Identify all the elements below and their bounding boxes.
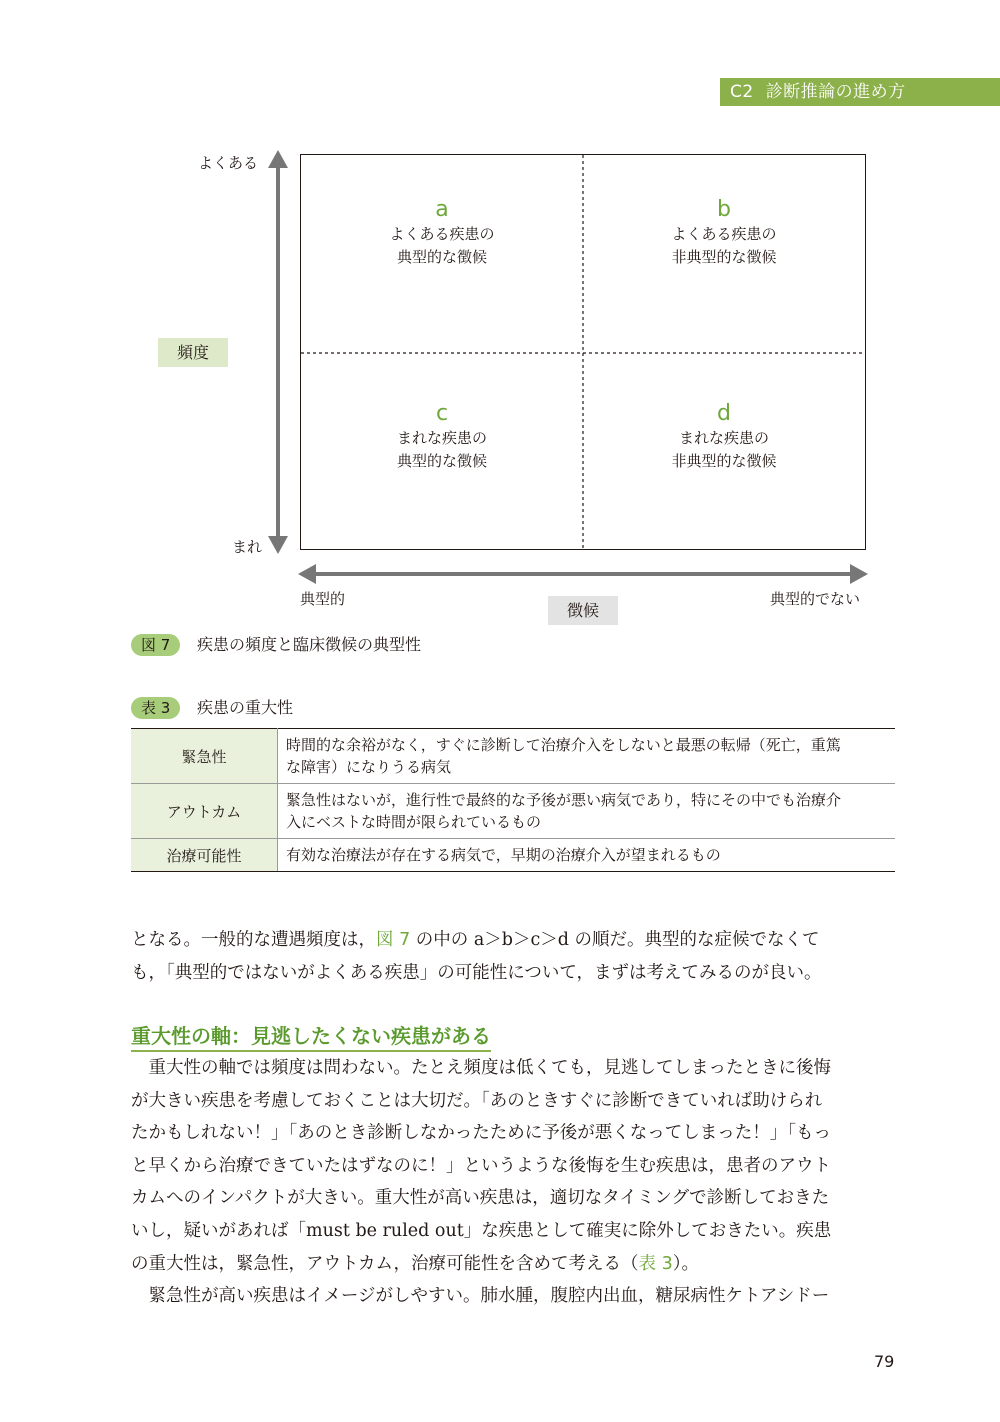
desc-line: 有効な治療法が存在する病気で，早期の治療介入が望まれるもの (286, 846, 721, 864)
para-line (131, 1280, 895, 1313)
para-line: いし，疑いがあれば「must be ruled out」な疾患として確実に除外しておきたい。疾患 (131, 1220, 832, 1241)
table-row-desc (278, 729, 896, 784)
quadrant-line: 非典型的な徴候 (671, 248, 777, 266)
page-number: 79 (874, 1352, 895, 1371)
x-axis-label: 徴候 (548, 596, 618, 625)
x-axis-right-label: 典型的でない (770, 590, 861, 608)
severity-table (131, 728, 895, 872)
y-axis-top-label: よくある (198, 154, 259, 172)
para-line: カムへのインパクトが大きい。重大性が高い疾患は，適切なタイミングで診断しておきた (131, 1188, 830, 1209)
quadrant-line: 非典型的な徴候 (671, 452, 777, 470)
figure-caption-tag: 図 7 (131, 634, 180, 656)
quadrant-line: まれな疾患の (396, 429, 487, 447)
quadrant-line: よくある疾患の (389, 225, 495, 243)
quadrant-d (583, 401, 865, 473)
running-header (720, 78, 1000, 106)
para-line (131, 1248, 895, 1281)
paragraph-frequency (131, 924, 895, 989)
table-row-head: 緊急性 (131, 729, 278, 784)
para-line: たかもしれない！」「あのとき診断しなかったために予後が悪くなってしまった！」「もっ (131, 1123, 831, 1144)
para-line (131, 1052, 895, 1085)
para-text: ）。 (672, 1253, 699, 1274)
table-caption-tag: 表 3 (131, 697, 180, 719)
section-heading: 重大性の軸：見逃したくない疾患がある (131, 1020, 491, 1052)
y-axis-arrow (266, 150, 290, 554)
quadrant-letter: a (435, 197, 449, 222)
para-line: も，「典型的ではないがよくある疾患」の可能性について，まずは考えてみるのが良い。 (131, 962, 822, 983)
quadrant-line: よくある疾患の (671, 225, 777, 243)
desc-line: な障害）になりうる病気 (286, 758, 452, 776)
quadrant-letter: c (435, 401, 449, 426)
quadrant-chart (300, 154, 866, 550)
para-text: となる。一般的な遭遇頻度は， (131, 930, 376, 950)
quadrant-letter: d (717, 401, 731, 426)
x-axis-arrow (298, 562, 868, 586)
para-line (131, 924, 895, 957)
para-text: 緊急性が高い疾患はイメージがしやすい。肺水腫，腹腔内出血，糖尿病性ケトアシドー (148, 1286, 830, 1307)
quadrant-line: 典型的な徴候 (396, 248, 487, 266)
quadrant-c (301, 401, 583, 473)
para-text: の中の a＞b＞c＞d の順だ。典型的な症候でなくて (410, 930, 820, 950)
paragraph-severity (131, 1052, 895, 1313)
figure-caption: 疾患の頻度と臨床徴候の典型性 (197, 635, 422, 654)
table-row (131, 784, 895, 839)
table-row (131, 839, 895, 872)
y-axis-label: 頻度 (158, 338, 228, 367)
x-axis-left-label: 典型的 (300, 590, 346, 608)
table-row-desc (278, 839, 896, 872)
table-reference-link[interactable]: 表 3 (638, 1253, 673, 1274)
chapter-number: C2 (730, 82, 754, 102)
desc-line: 時間的な余裕がなく，すぐに診断して治療介入をしないと最悪の転帰（死亡，重篤 (286, 736, 841, 754)
quadrant-letter: b (717, 197, 731, 222)
table-row (131, 729, 895, 784)
para-text: の重大性は，緊急性，アウトカム，治療可能性を含めて考える（ (131, 1253, 639, 1274)
para-line: が大きい疾患を考慮しておくことは大切だ。「あのときすぐに診断できていれば助けられ (131, 1090, 823, 1111)
para-line: と早くから治療できていたはずなのに！」というような後悔を生む疾患は，患者のアウト (131, 1155, 831, 1176)
figure-reference-link[interactable]: 図 7 (376, 930, 411, 950)
table-caption: 疾患の重大性 (197, 698, 294, 717)
y-axis-bottom-label: まれ (232, 538, 263, 556)
chapter-title: 診断推論の進め方 (765, 82, 906, 102)
para-text: 重大性の軸では頻度は問わない。たとえ頻度は低くても，見逃してしまったときに後悔 (148, 1058, 831, 1078)
quadrant-a (301, 197, 583, 269)
desc-line: 入にベストな時間が限られているもの (286, 813, 542, 831)
quadrant-line: まれな疾患の (678, 429, 769, 447)
table-row-head: 治療可能性 (131, 839, 278, 872)
table-row-desc (278, 784, 896, 839)
quadrant-b (583, 197, 865, 269)
quadrant-line: 典型的な徴候 (396, 452, 487, 470)
desc-line: 緊急性はないが，進行性で最終的な予後が悪い病気であり，特にその中でも治療介 (286, 791, 842, 809)
table-row-head: アウトカム (131, 784, 278, 839)
